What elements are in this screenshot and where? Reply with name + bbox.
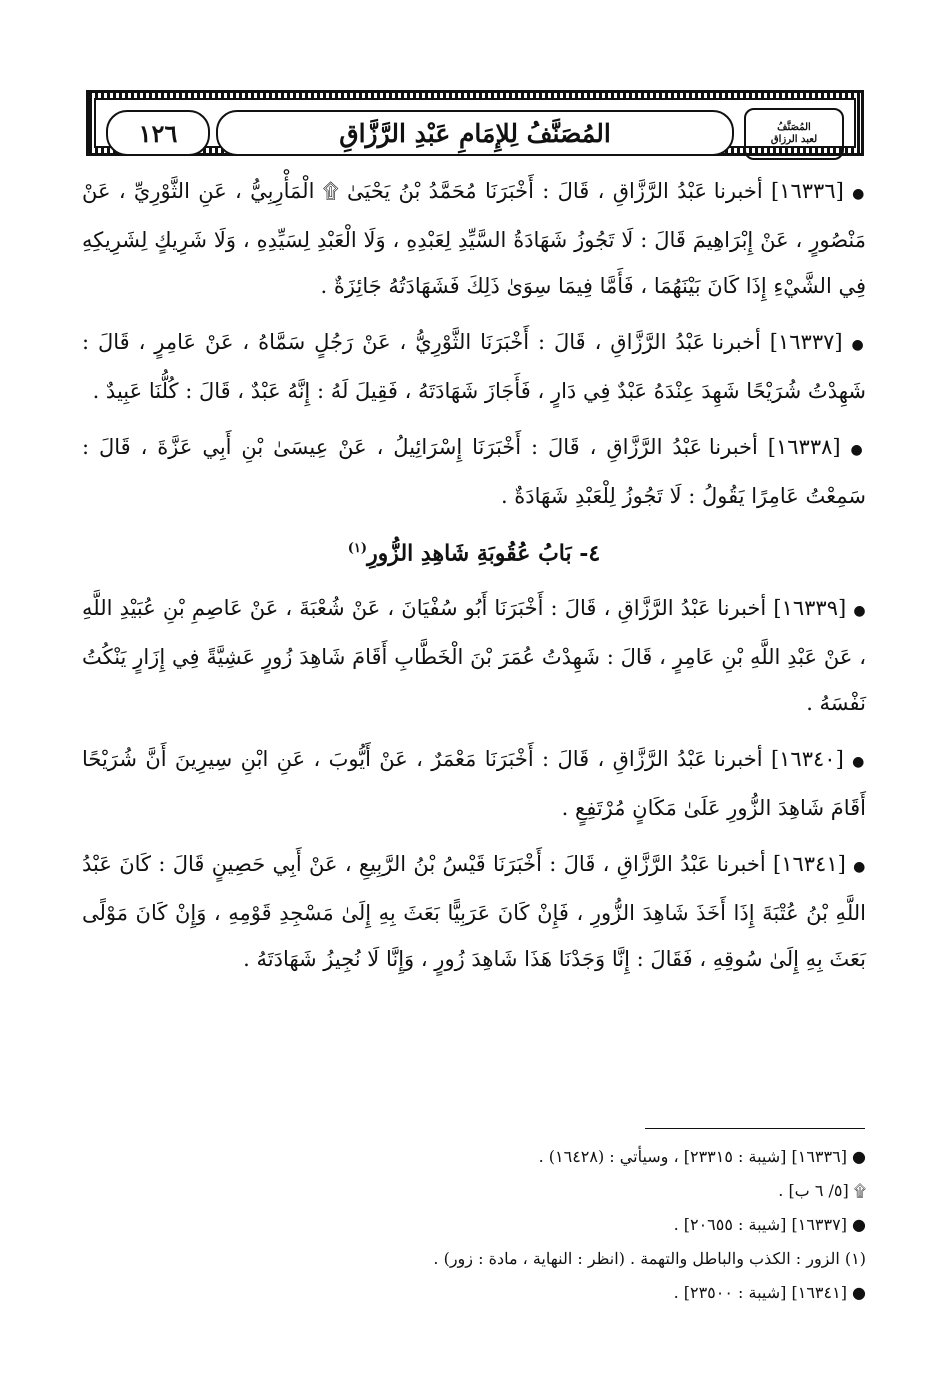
main-text bbox=[82, 168, 866, 992]
hadith-text: أخبرنا عَبْدُ الرَّزَّاقِ ، قَالَ : أَخْبَرَنَا مُحَمَّدُ بْنُ يَحْيَىٰ ۩ الْمَأْرِبِيُّ ، عَنِ الثَّوْرِيِّ ، عَنْ مَنْصُورٍ ، عَنْ إِبْرَاهِيمَ قَالَ : لَا تَجُوزُ شَهَادَةُ السَّيِّدِ لِعَبْدِهِ ، وَلَا الْعَبْدِ لِسَيِّدِهِ ، وَلَا شَرِيكٍ لِشَرِيكِهِ فِي الشَّيْءِ إِذَا كَانَ بَيْنَهُمَا ، فَأَمَّا فِيمَا سِوَىٰ ذَلِكَ فَشَهَادَتُهُ جَائِزَةٌ . bbox=[82, 179, 866, 298]
book-seal-logo bbox=[744, 108, 844, 160]
footnote-ref: (١) bbox=[347, 541, 368, 556]
bullet-icon: ● bbox=[850, 442, 866, 458]
hadith-text: أخبرنا عَبْدُ الرَّزَّاقِ ، قَالَ : أَخْبَرَنَا أَبُو سُفْيَانَ ، عَنْ شُعْبَةَ ، عَنْ عَاصِمِ بْنِ عُبَيْدِ اللَّهِ ، عَنْ عَبْدِ اللَّهِ بْنِ عَامِرٍ ، قَالَ : شَهِدْتُ عُمَرَ بْنَ الْخَطَّابِ أَقَامَ شَاهِدَ زُورٍ عَشِيَّةً فِي إِزَارٍ يَنْكُتُ نَفْسَهُ . bbox=[82, 596, 866, 716]
section-heading bbox=[82, 529, 866, 573]
section-heading-text: ٤- بَابُ عُقُوبَةِ شَاهِدِ الزُّورِ bbox=[367, 540, 601, 567]
footnote: ۩ [٥/ ٦ ب] . bbox=[778, 1181, 866, 1200]
hadith-paragraph bbox=[82, 168, 866, 309]
footnote: ● [١٦٣٣٧] [شيبة : ٢٠٦٥٥] . bbox=[673, 1215, 866, 1234]
hadith-paragraph bbox=[82, 319, 866, 414]
hadith-text: أخبرنا عَبْدُ الرَّزَّاقِ ، قَالَ : أَخْبَرَنَا قَيْسُ بْنُ الرَّبِيعِ ، عَنْ أَبِي حَصِينٍ قَالَ : كَانَ عَبْدُ اللَّهِ بْنُ عُتْبَةَ إِذَا أَخَذَ شَاهِدَ الزُّورِ ، فَإِنْ كَانَ عَرَبِيًّا بَعَثَ بِهِ إِلَىٰ مَسْجِدِ قَوْمِهِ ، وَإِنْ كَانَ مَوْلًى بَعَثَ بِهِ إِلَىٰ سُوقِهِ ، فَقَالَ : إِنَّا وَجَدْنَا هَذَا شَاهِدَ زُورٍ ، وَإِنَّا لَا نُجِيزُ شَهَادَتَهُ . bbox=[82, 852, 866, 972]
seal-line-1: المُصَنَّفُ bbox=[777, 122, 811, 133]
bullet-icon: ● bbox=[853, 603, 867, 620]
footnote: ● [١٦٣٤١] [شيبة : ٢٣٥٠٠] . bbox=[673, 1283, 866, 1302]
footnote: ● [١٦٣٣٦] [شيبة : ٢٣٣١٥] ، وسيأتي : (١٦٤٢٨) . bbox=[538, 1147, 866, 1166]
hadith-paragraph bbox=[82, 841, 866, 982]
running-title: المُصَنَّفُ لِلإِمَامِ عَبْدِ الرَّزَّاقِ bbox=[216, 110, 734, 156]
hadith-number: [١٦٣٣٩] bbox=[773, 596, 847, 621]
bullet-icon: ● bbox=[853, 859, 866, 876]
hadith-text: أخبرنا عَبْدُ الرَّزَّاقِ ، قَالَ : أَخْبَرَنَا مَعْمَرٌ ، عَنْ أَيُّوبَ ، عَنِ ابْنِ سِيرِينَ أَنَّ شُرَيْحًا أَقَامَ شَاهِدَ الزُّورِ عَلَىٰ مَكَانٍ مُرْتَفِعٍ . bbox=[82, 747, 866, 821]
bullet-icon: ● bbox=[852, 754, 867, 771]
hadith-number: [١٦٣٤٠] bbox=[770, 747, 844, 772]
hadith-paragraph bbox=[82, 424, 866, 519]
footnote-separator bbox=[645, 1128, 865, 1129]
footnote: (١) الزور : الكذب والباطل والتهمة . (انظر : النهاية ، مادة : زور) . bbox=[433, 1249, 866, 1268]
page-header bbox=[86, 90, 864, 156]
hadith-text: أخبرنا عَبْدُ الرَّزَّاقِ ، قَالَ : أَخْبَرَنَا الثَّوْرِيُّ ، عَنْ رَجُلٍ سَمَّاهُ ، عَنْ عَامِرٍ ، قَالَ : شَهِدْتُ شُرَيْحًا شَهِدَ عِنْدَهُ عَبْدٌ فِي دَارٍ ، فَأَجَازَ شَهَادَتَهُ ، فَقِيلَ لَهُ : إِنَّهُ عَبْدٌ ، قَالَ : كُلُّنَا عَبِيدٌ . bbox=[82, 330, 866, 403]
hadith-number: [١٦٣٣٧] bbox=[769, 330, 843, 354]
hadith-paragraph bbox=[82, 585, 866, 726]
header-inner-panel bbox=[94, 98, 856, 148]
seal-line-2: لعبد الرزاق bbox=[770, 134, 818, 145]
bullet-icon: ● bbox=[852, 186, 866, 202]
bullet-icon: ● bbox=[851, 337, 866, 353]
hadith-paragraph bbox=[82, 736, 866, 831]
page-number: ١٢٦ bbox=[106, 110, 210, 156]
hadith-text: أخبرنا عَبْدُ الرَّزَّاقِ ، قَالَ : أَخْبَرَنَا إِسْرَائِيلُ ، عَنْ عِيسَىٰ بْنِ أَبِي عَزَّةَ ، قَالَ : سَمِعْتُ عَامِرًا يَقُولُ : لَا تَجُوزُ لِلْعَبْدِ شَهَادَةٌ . bbox=[82, 435, 866, 508]
hadith-number: [١٦٣٤١] bbox=[773, 852, 846, 877]
footnotes bbox=[82, 1140, 866, 1310]
hadith-number: [١٦٣٣٦] bbox=[771, 179, 844, 203]
hadith-number: [١٦٣٣٨] bbox=[767, 435, 841, 459]
